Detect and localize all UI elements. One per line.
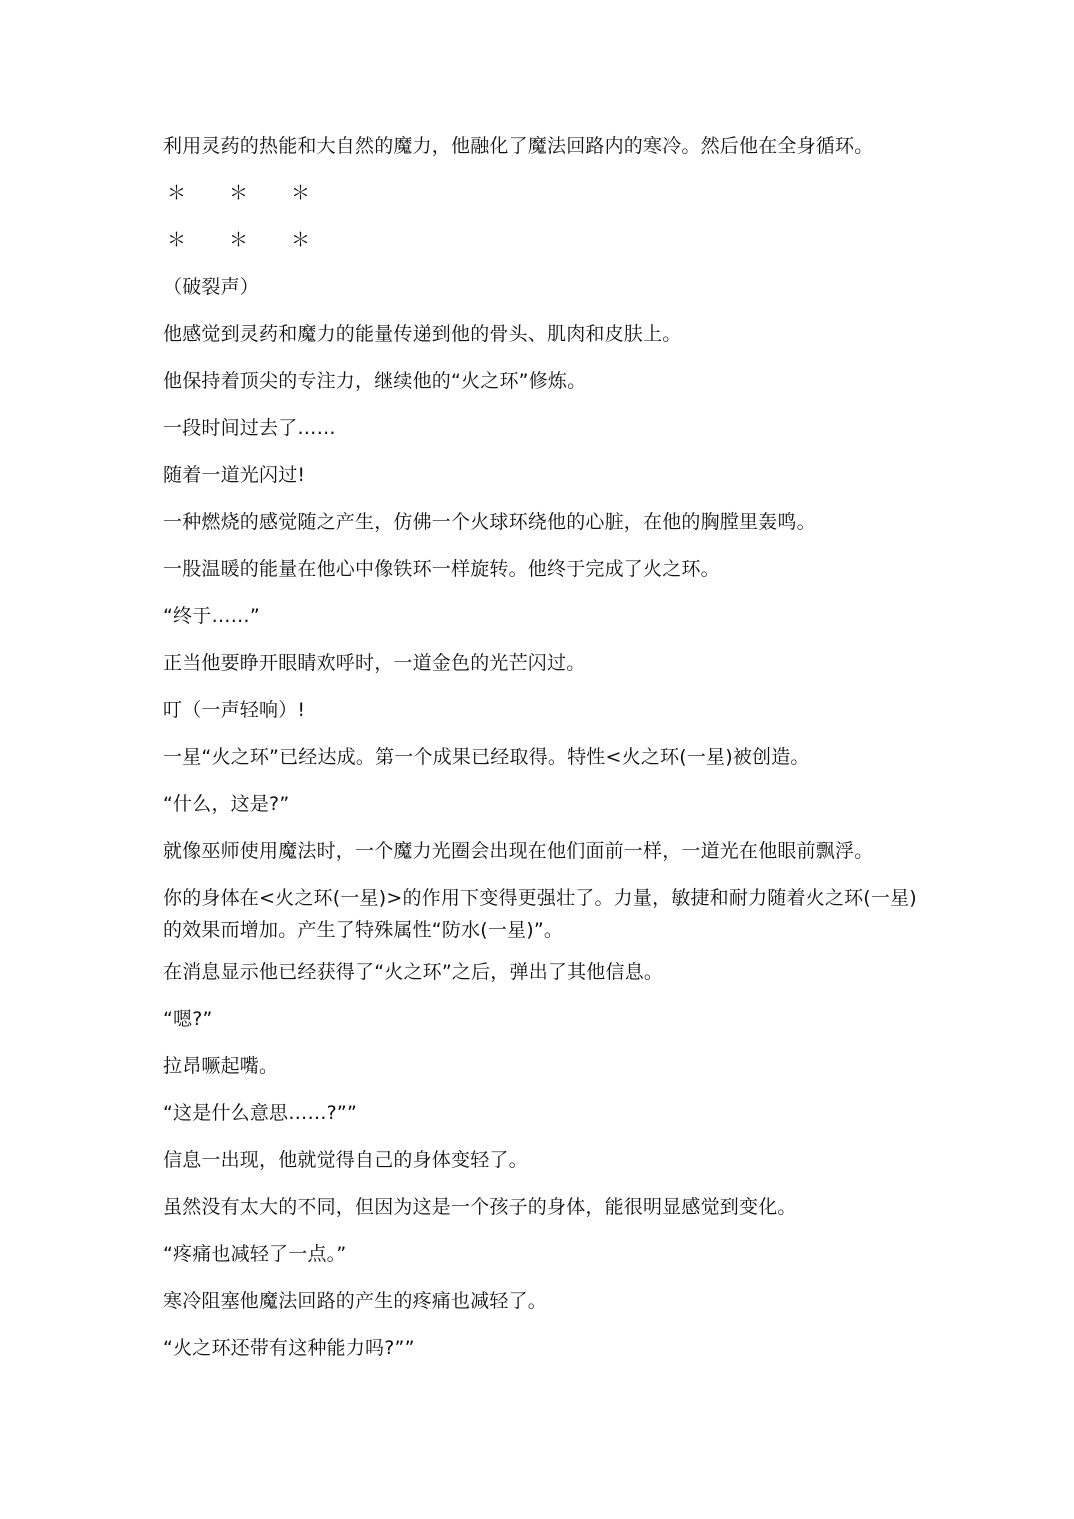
paragraph: 他感觉到灵药和魔力的能量传递到他的骨头、肌肉和皮肤上。 bbox=[163, 323, 682, 345]
paragraph: 在消息显示他已经获得了“火之环”之后，弹出了其他信息。 bbox=[163, 961, 664, 983]
paragraph: 你的身体在<火之环(一星)>的作用下变得更强壮了。力量，敏捷和耐力随着火之环(一星)的效果而增加。产生了特殊属性“防水(一星)”。 bbox=[163, 887, 917, 941]
paragraph: 叮（一声轻响）! bbox=[163, 699, 306, 721]
paragraph: “火之环还带有这种能力吗?”” bbox=[163, 1337, 415, 1359]
scene-break: ＊ ＊ ＊ bbox=[167, 229, 323, 251]
paragraph: “这是什么意思……?”” bbox=[163, 1102, 358, 1124]
paragraph: 信息一出现，他就觉得自己的身体变轻了。 bbox=[163, 1149, 528, 1171]
paragraph: （破裂声） bbox=[163, 276, 260, 298]
paragraph: “终于……” bbox=[163, 605, 260, 627]
paragraph: 就像巫师使用魔法时，一个魔力光圈会出现在他们面前一样，一道光在他眼前飘浮。 bbox=[163, 840, 874, 862]
paragraph: 寒冷阻塞他魔法回路的产生的疼痛也减轻了。 bbox=[163, 1290, 548, 1312]
paragraph: 拉昂噘起嘴。 bbox=[163, 1055, 279, 1077]
document-body bbox=[163, 130, 923, 1379]
paragraph: 一星“火之环”已经达成。第一个成果已经取得。特性<火之环(一星)被创造。 bbox=[163, 746, 810, 768]
paragraph: “什么，这是?” bbox=[163, 793, 290, 815]
paragraph: “嗯?” bbox=[163, 1008, 213, 1030]
paragraph: 一种燃烧的感觉随之产生，仿佛一个火球环绕他的心脏，在他的胸膛里轰鸣。 bbox=[163, 511, 816, 533]
paragraph: 一股温暖的能量在他心中像铁环一样旋转。他终于完成了火之环。 bbox=[163, 558, 720, 580]
paragraph: 一段时间过去了…… bbox=[163, 417, 336, 439]
scene-break: ＊ ＊ ＊ bbox=[167, 182, 323, 204]
paragraph: 他保持着顶尖的专注力，继续他的“火之环”修炼。 bbox=[163, 370, 587, 392]
paragraph: “疼痛也减轻了一点。” bbox=[163, 1243, 347, 1265]
paragraph: 随着一道光闪过! bbox=[163, 464, 306, 486]
paragraph: 正当他要睁开眼睛欢呼时，一道金色的光芒闪过。 bbox=[163, 652, 586, 674]
paragraph: 利用灵药的热能和大自然的魔力，他融化了魔法回路内的寒冷。然后他在全身循环。 bbox=[163, 135, 874, 157]
paragraph: 虽然没有太大的不同，但因为这是一个孩子的身体，能很明显感觉到变化。 bbox=[163, 1196, 797, 1218]
